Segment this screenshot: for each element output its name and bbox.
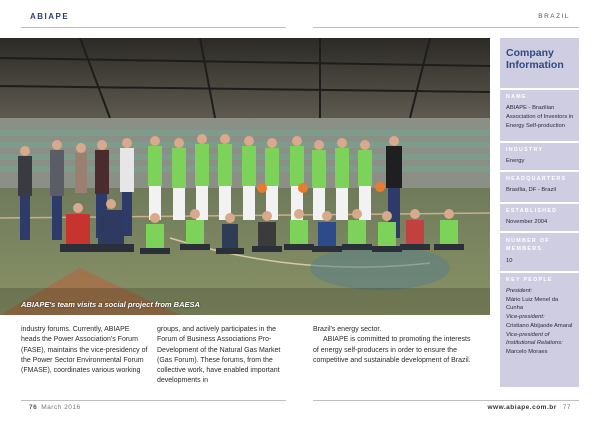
sidebar-label-industry: INDUSTRY — [506, 147, 544, 153]
header-rule-left — [21, 27, 286, 28]
website-url[interactable]: www.abiape.com.br — [487, 404, 557, 411]
person-role: President: — [506, 288, 533, 294]
sidebar-label-members: NUMBER OF MEMBERS — [506, 238, 550, 252]
section-divider — [500, 170, 579, 172]
section-divider — [500, 88, 579, 90]
sidebar-value-name: ABIAPE - Brazilian Association of Investors in Energy Self-production — [506, 105, 574, 129]
section-divider — [500, 271, 579, 273]
footer-rule-right — [313, 400, 579, 401]
sidebar-label-established: ESTABLISHED — [506, 208, 558, 214]
sidebar-value-established: November 2004 — [506, 219, 548, 225]
body-column-3 — [313, 325, 473, 366]
header-publication: ABIAPE — [30, 12, 70, 21]
sidebar-value-members: 10 — [506, 258, 513, 264]
body-column-2 — [157, 325, 285, 387]
section-divider — [500, 231, 579, 233]
team-photo — [0, 38, 490, 315]
photo-caption: ABIAPE's team visits a social project from BAESA — [21, 300, 200, 309]
person-name: Cristiano Abijaode Amaral — [506, 323, 573, 329]
sidebar-value-industry: Energy — [506, 158, 525, 164]
sidebar-section-members — [500, 231, 579, 266]
person-role: Vice-president: — [506, 314, 545, 320]
sidebar-value-headquarters: Brasília, DF - Brazil — [506, 187, 556, 193]
section-divider — [500, 202, 579, 204]
header-section: BRAZIL — [538, 13, 570, 20]
footer-rule-left — [21, 400, 286, 401]
body-paragraph: groups, and actively participates in the Forum of Business Associations Pro-Development of the Natural Gas Market (Gas Forum). These forums, from the collective work, have enabled important developments in — [157, 326, 281, 385]
page-number-right: 77 — [562, 404, 571, 411]
sidebar-section-established — [500, 202, 579, 227]
person-name: Marcelo Moraes — [506, 349, 548, 355]
body-paragraph: industry forums. Currently, ABIAPE heads the Power Association's Forum (FASE), maintains the vice-presidency of the Power Sector Environmental Forum (FMASE), coordinates various working — [21, 326, 148, 375]
sidebar-label-key-people: KEY PEOPLE — [506, 277, 553, 283]
body-paragraph: Brazil's energy sector. — [313, 326, 382, 333]
footer-right — [487, 404, 571, 411]
sidebar-label-headquarters: HEADQUARTERS — [506, 176, 567, 182]
sidebar-section-key-people — [500, 271, 579, 356]
section-divider — [500, 141, 579, 143]
sidebar-label-name: NAME — [506, 94, 527, 100]
sidebar-section-name — [500, 88, 579, 131]
company-info-sidebar — [500, 38, 579, 387]
footer-left — [29, 404, 81, 411]
team-photo-illustration — [0, 38, 490, 315]
body-column-1 — [21, 325, 149, 376]
issue-date: March 2016 — [41, 404, 81, 411]
header-rule-right — [313, 27, 579, 28]
sidebar-title: Company Information — [506, 47, 564, 71]
body-paragraph: ABIAPE is committed to promoting the interests of energy self-producers in order to ensure the competitive and sustainable development of Brazil. — [313, 336, 471, 364]
person-role: Vice-president of Institutional Relations: — [506, 332, 563, 346]
person-name: Mário Luiz Menel da Cunha — [506, 297, 559, 311]
page-number-left: 76 — [29, 404, 38, 411]
sidebar-section-headquarters — [500, 170, 579, 195]
sidebar-section-industry — [500, 141, 579, 166]
